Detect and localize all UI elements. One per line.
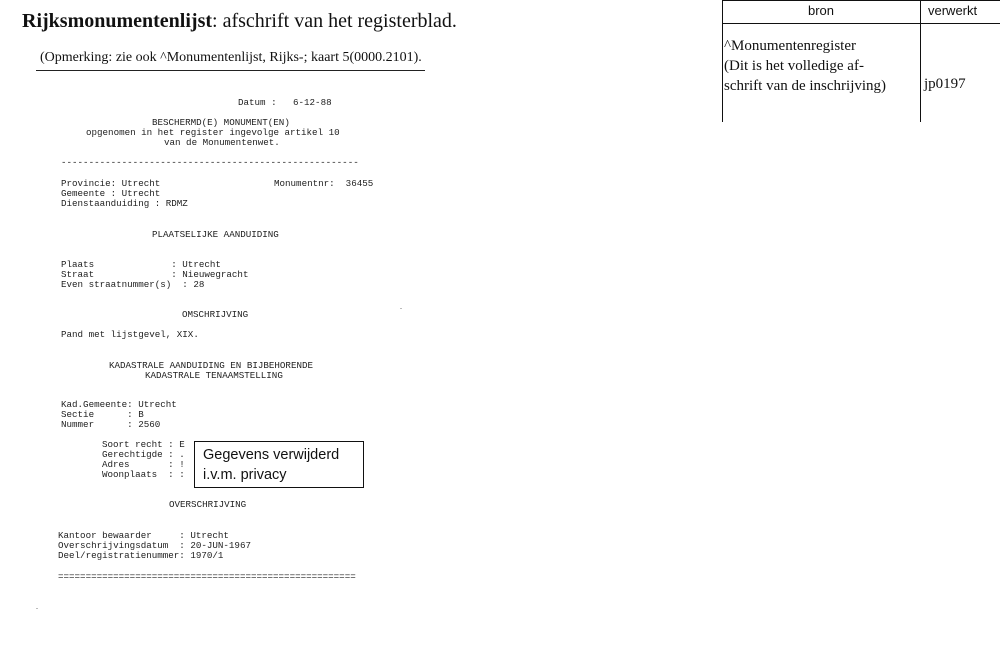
heading-1: BESCHERMD(E) MONUMENT(EN) (152, 117, 290, 128)
page-title-rest: : afschrift van het registerblad. (212, 10, 457, 32)
overschrijvingsdatum: Overschrijvingsdatum : 20-JUN-1967 (58, 540, 251, 551)
bron-line-1: ^Monumentenregister (724, 38, 857, 54)
adres: Adres : ! (102, 459, 185, 470)
table-border-top (722, 0, 1000, 1)
table-border-left (722, 0, 723, 122)
datum-label: Datum : (238, 97, 277, 108)
privacy-line-1: Gegevens verwijderd (203, 447, 340, 463)
column-header-verwerkt: verwerkt (928, 3, 978, 18)
nummer: Nummer : 2560 (61, 419, 161, 430)
header-rule (36, 70, 425, 71)
separator-equals: ====================================================== (58, 571, 356, 582)
section-plaatselijk: PLAATSELIJKE AANDUIDING (152, 229, 279, 240)
soort-recht: Soort recht : E (102, 439, 185, 450)
bron-line-2: (Dit is het volledige af- (724, 58, 864, 74)
page-title (22, 10, 457, 33)
source-table (722, 0, 1000, 122)
datum-value: 6-12-88 (293, 97, 332, 108)
omschrijving: Pand met lijstgevel, XIX. (61, 329, 199, 340)
bron-line-3: schrift van de inschrijving) (724, 78, 887, 94)
section-overschrijving: OVERSCHRIJVING (169, 499, 247, 510)
plaats: Plaats : Utrecht (61, 259, 221, 270)
kantoor-bewaarder: Kantoor bewaarder : Utrecht (58, 530, 229, 541)
kad-gemeente: Kad.Gemeente: Utrecht (61, 399, 177, 410)
column-header-bron: bron (808, 3, 835, 18)
heading-2: opgenomen in het register ingevolge artikel 10 (86, 127, 340, 138)
monumentnr: Monumentnr: 36455 (274, 178, 374, 189)
deel-registratienummer: Deel/registratienummer: 1970/1 (58, 550, 224, 561)
scan-speck (36, 608, 38, 609)
gemeente: Gemeente : Utrecht (61, 188, 161, 199)
straat: Straat : Nieuwegracht (61, 269, 249, 280)
section-kadastraal-2: KADASTRALE TENAAMSTELLING (145, 370, 283, 381)
gerechtigde: Gerechtigde : . (102, 449, 185, 460)
even-straatnummer: Even straatnummer(s) : 28 (61, 279, 205, 290)
section-omschrijving: OMSCHRIJVING (182, 309, 249, 320)
table-column-divider (920, 0, 921, 122)
page-title-bold: Rijksmonumentenlijst (22, 10, 213, 32)
table-header-rule (722, 23, 1000, 24)
separator-dash: ------------------------------------------------------ (61, 157, 359, 168)
privacy-line-2: i.v.m. privacy (203, 467, 287, 483)
bron-cell (724, 36, 886, 96)
sectie: Sectie : B (61, 409, 144, 420)
section-kadastraal-1: KADASTRALE AANDUIDING EN BIJBEHORENDE (109, 360, 313, 371)
scan-speck (400, 308, 402, 309)
woonplaats: Woonplaats : : (102, 469, 185, 480)
provincie: Provincie: Utrecht (61, 178, 161, 189)
heading-3: van de Monumentenwet. (164, 137, 280, 148)
dienstaanduiding: Dienstaanduiding : RDMZ (61, 198, 188, 209)
remark-note: (Opmerking: zie ook ^Monumentenlijst, Rijks-; kaart 5(0000.2101). (40, 50, 422, 65)
privacy-redaction-box (194, 441, 364, 488)
verwerkt-cell: jp0197 (924, 76, 966, 92)
